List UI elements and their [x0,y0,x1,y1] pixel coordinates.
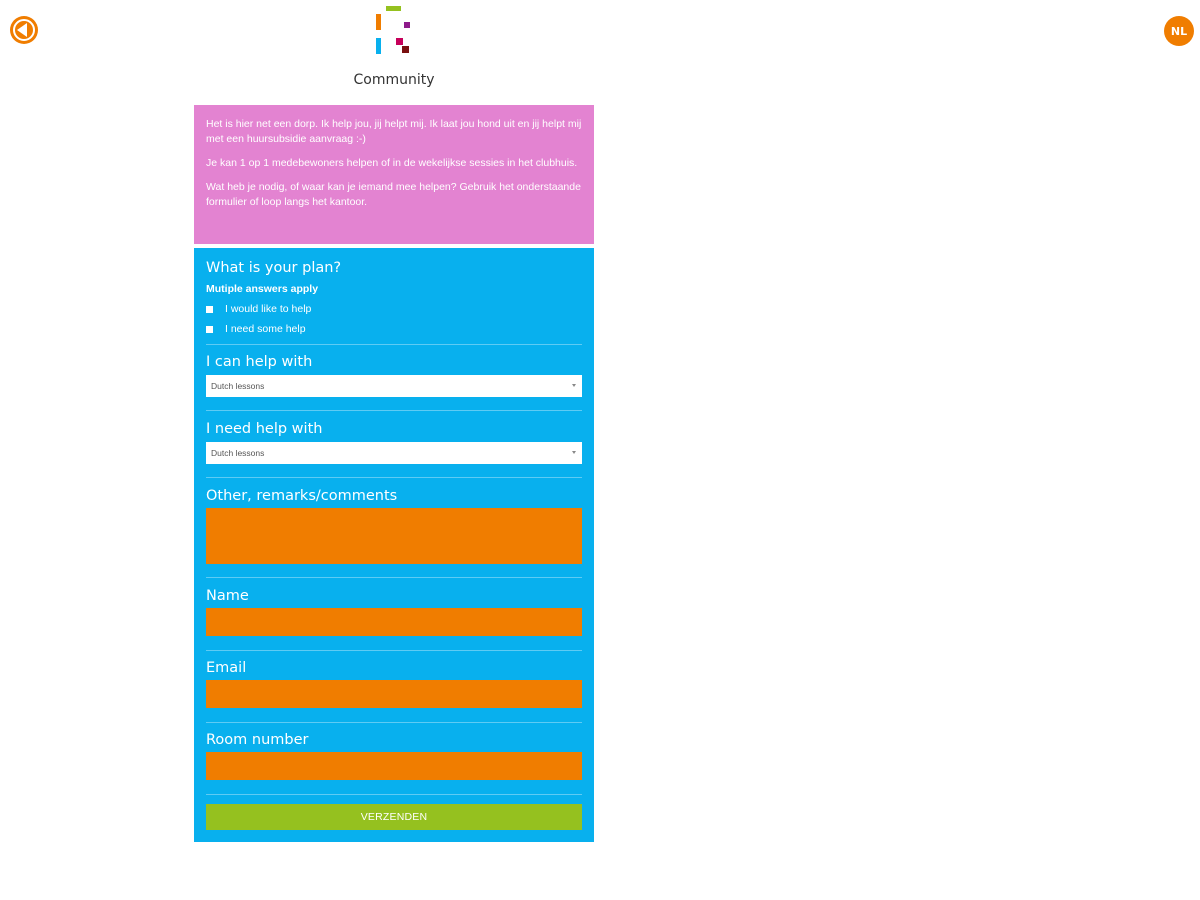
room-number-field[interactable] [206,752,582,780]
checkbox-icon[interactable] [206,326,213,333]
need-help-select-value: Dutch lessons [211,448,265,458]
checkbox-need-some-help[interactable] [206,322,306,336]
logo-block-orange [376,14,381,30]
divider [206,577,582,578]
intro-panel [194,105,594,244]
need-help-select[interactable] [206,442,582,464]
plan-title: What is your plan? [206,260,342,276]
community-logo [374,4,414,58]
divider [206,794,582,795]
submit-button[interactable]: VERZENDEN [206,804,582,830]
intro-paragraph: Je kan 1 op 1 medebewoners helpen of in de wekelijkse sessies in het clubhuis. [206,157,578,169]
plan-hint: Mutiple answers apply [206,283,319,295]
chevron-down-icon [572,384,576,387]
checkbox-would-like-to-help[interactable] [206,302,311,316]
room-number-title: Room number [206,732,309,748]
logo-block-green [386,6,401,11]
back-arrow-icon [17,23,27,37]
chevron-down-icon [572,451,576,454]
name-title: Name [206,588,249,604]
community-form [194,248,594,842]
email-field[interactable] [206,680,582,708]
checkbox-label: I need some help [225,323,306,335]
intro-paragraph: Wat heb je nodig, of waar kan je iemand mee helpen? Gebruik het onderstaande formulier of loop langs het kantoor. [206,181,581,208]
intro-paragraph: Het is hier net een dorp. Ik help jou, jij helpt mij. Ik laat jou hond uit en jij helpt mij met een huursubsidie aanvraag :-) [206,118,582,145]
logo-block-magenta [396,38,403,45]
checkbox-icon[interactable] [206,306,213,313]
logo-block-darkred [402,46,409,53]
divider [206,650,582,651]
divider [206,722,582,723]
can-help-select[interactable] [206,375,582,397]
divider [206,410,582,411]
can-help-select-value: Dutch lessons [211,381,265,391]
divider [206,477,582,478]
page-title: Community [353,72,435,88]
divider [206,344,582,345]
language-toggle-button[interactable]: NL [1164,16,1194,46]
email-title: Email [206,660,247,676]
back-button[interactable] [10,16,38,44]
can-help-title: I can help with [206,354,313,370]
remarks-title: Other, remarks/comments [206,488,398,504]
need-help-title: I need help with [206,421,323,437]
logo-block-blue [376,38,381,54]
name-field[interactable] [206,608,582,636]
logo-block-purple [404,22,410,28]
remarks-textarea[interactable] [206,508,582,564]
checkbox-label: I would like to help [225,303,312,315]
